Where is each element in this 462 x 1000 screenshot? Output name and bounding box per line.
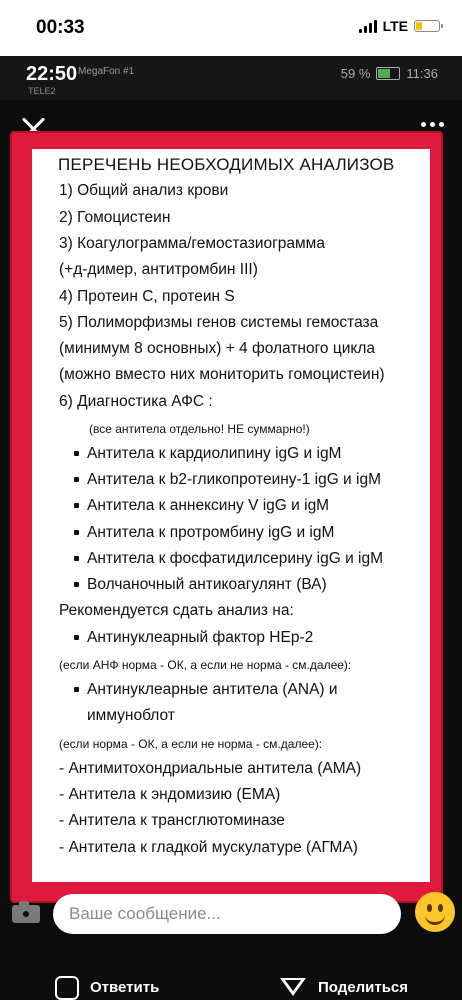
list-item: - Антимитохондриальные антитела (АМА) <box>59 760 362 777</box>
message-bar <box>0 889 462 949</box>
list-item: 1) Общий анализ крови <box>59 182 229 199</box>
bullet <box>74 635 79 640</box>
list-item: (минимум 8 основных) + 4 фолатного цикла <box>59 340 376 357</box>
bullet <box>74 556 79 561</box>
list-item: 6) Диагностика АФС : <box>59 393 213 410</box>
analysis-document <box>32 149 430 882</box>
story-viewer <box>0 56 462 1000</box>
inner-indicators <box>341 66 438 81</box>
bullet <box>74 687 79 692</box>
list-item: Антитела к фосфатидилсерину igG и igM <box>74 550 383 568</box>
list-item: 3) Коагулограмма/гемостазиограмма <box>59 235 325 252</box>
status-bar <box>0 0 462 56</box>
list-item: Антинуклеарные антитела (ANA) и <box>74 681 338 699</box>
inner-clock: 11:36 <box>406 66 438 81</box>
network-label: LTE <box>382 18 408 34</box>
more-icon[interactable] <box>421 122 444 127</box>
list-item: Антинуклеарный фактор НЕр-2 <box>74 629 313 647</box>
list-item: (можно вместо них мониторить гомоцистеин) <box>59 366 385 383</box>
battery-icon <box>414 20 440 32</box>
bullet <box>74 530 79 535</box>
list-note: (если АНФ норма - ОК, а если не норма - см.далее): <box>59 658 352 672</box>
camera-icon[interactable] <box>12 901 40 923</box>
list-item: 2) Гомоцистеин <box>59 209 171 226</box>
message-input[interactable] <box>53 894 401 934</box>
list-item: - Антитела к эндомизию (ЕМА) <box>59 786 281 803</box>
list-item: Рекомендуется сдать анализ на: <box>59 602 294 619</box>
status-time: 00:33 <box>36 17 85 38</box>
inner-carrier: MegaFon #1 <box>78 66 135 77</box>
inner-battery-text: 59 % <box>340 66 371 81</box>
list-item: Антитела к b2-гликопротеину-1 igG и igM <box>74 471 381 489</box>
story-inner-status <box>0 56 462 100</box>
list-item: Антитела к кардиолипину igG и igM <box>74 445 341 463</box>
document-title: ПЕРЕЧЕНЬ НЕОБХОДИМЫХ АНАЛИЗОВ <box>58 155 395 174</box>
list-note: (все антитела отдельно! НЕ суммарно!) <box>89 422 310 436</box>
emoji-icon[interactable] <box>415 892 455 932</box>
share-button[interactable]: Поделиться <box>318 979 409 996</box>
reply-icon[interactable] <box>55 976 79 1000</box>
reply-button[interactable]: Ответить <box>90 979 160 996</box>
list-note: (если норма - ОК, а если не норма - см.далее): <box>59 737 323 751</box>
story-actions <box>0 976 462 1000</box>
list-item: 4) Протеин С, протеин S <box>59 288 235 305</box>
list-item: - Антитела к гладкой мускулатуре (АГМА) <box>59 839 358 856</box>
signal-icon <box>359 19 377 33</box>
inner-time: 22:50 <box>26 63 78 85</box>
bullet <box>74 451 79 456</box>
list-item: - Антитела к трансглютоминазе <box>59 812 285 829</box>
bullet <box>74 503 79 508</box>
bullet <box>74 582 79 587</box>
inner-battery-icon <box>376 67 400 80</box>
list-item: иммуноблот <box>87 707 175 724</box>
inner-carrier-2: TELE2 <box>28 86 56 96</box>
list-item: Волчаночный антикоагулянт (ВА) <box>74 576 327 594</box>
list-item: Антитела к аннексину V igG и igM <box>74 497 329 515</box>
status-indicators <box>359 18 440 34</box>
share-icon[interactable] <box>280 976 306 998</box>
list-item: (+д-димер, антитромбин III) <box>59 261 258 278</box>
bullet <box>74 477 79 482</box>
list-item: 5) Полиморфизмы генов системы гемостаза <box>59 314 379 331</box>
list-item: Антитела к протромбину igG и igM <box>74 524 334 542</box>
